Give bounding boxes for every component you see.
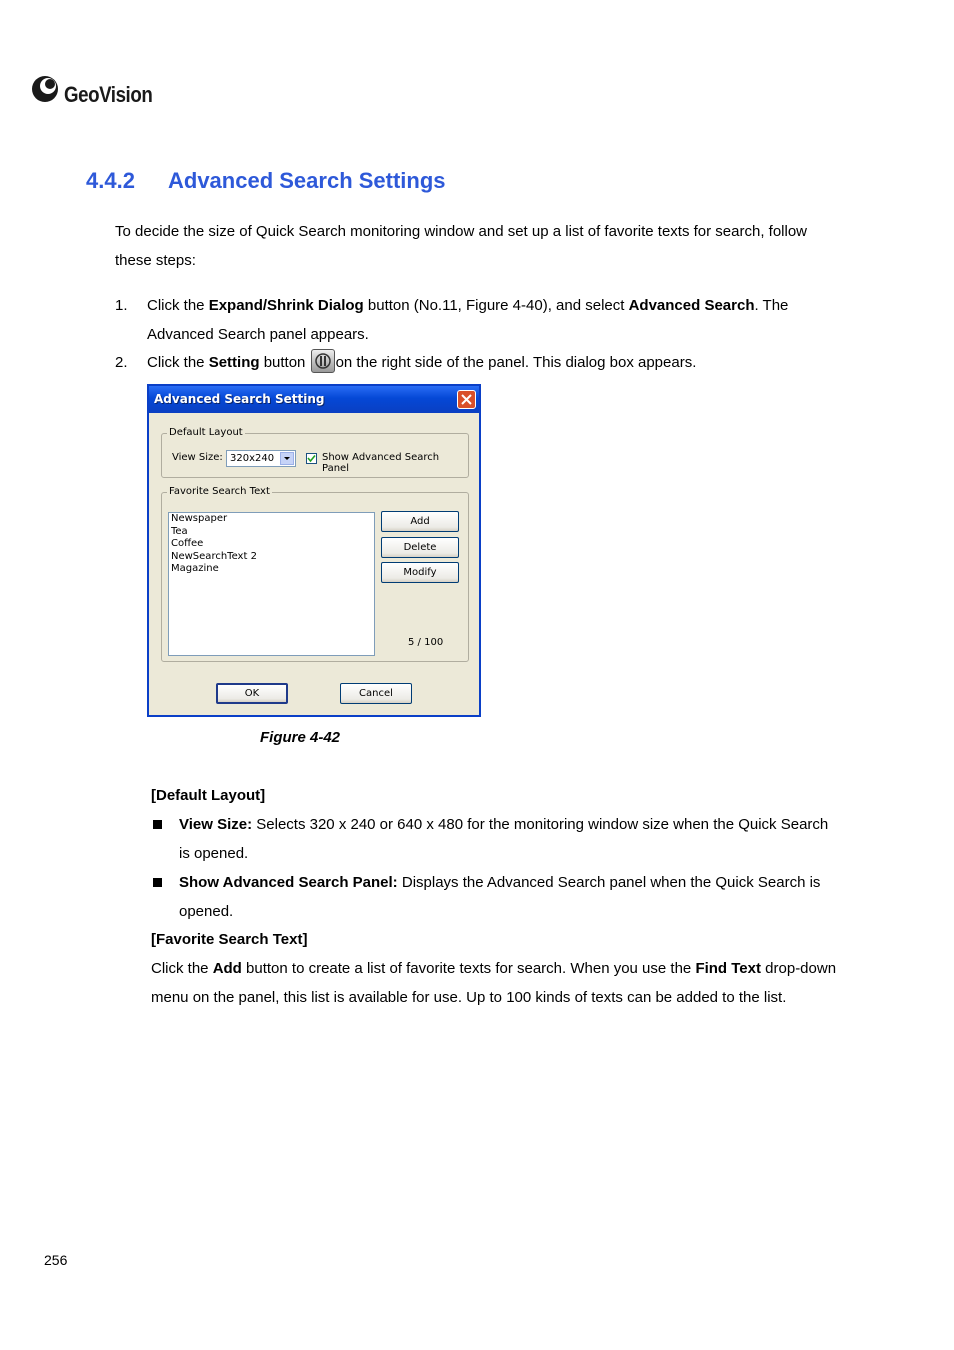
view-size-select[interactable]: 320x240	[226, 450, 296, 467]
close-icon[interactable]	[457, 390, 476, 409]
bullet-square-icon	[153, 878, 162, 887]
advanced-search-setting-dialog	[147, 384, 481, 717]
geovision-logo-icon	[30, 72, 64, 106]
step-1	[115, 291, 845, 349]
favorite-count: 5 / 100	[408, 637, 444, 648]
dialog-title: Advanced Search Setting	[154, 392, 325, 406]
intro-paragraph: To decide the size of Quick Search monitoring window and set up a list of favorite texts for search, follow these steps:	[115, 223, 808, 269]
cancel-button[interactable]: Cancel	[340, 683, 412, 704]
favorite-search-text-paragraph: Click the Add button to create a list of favorite texts for search. When you use the Find Text drop-down menu on the panel, this list is available for use. Up to 100 kinds of texts can be added to the list.	[151, 960, 837, 1006]
list-item[interactable]: Coffee	[171, 538, 204, 549]
section-title: Advanced Search Settings	[168, 168, 446, 193]
setting-icon	[311, 349, 335, 373]
list-item[interactable]: NewSearchText 2	[171, 550, 257, 562]
bullet-show-panel: Show Advanced Search Panel: Displays the Advanced Search panel when the Quick Search is opened.	[151, 868, 841, 926]
chevron-down-icon	[280, 452, 294, 465]
default-layout-heading: [Default Layout]	[151, 787, 266, 804]
dialog-titlebar	[149, 386, 479, 413]
list-item[interactable]: Magazine	[171, 563, 219, 574]
step-text: Click the Expand/Shrink Dialog button (No.11, Figure 4-40), and select Advanced Search. The Advanced Search panel appears.	[147, 297, 789, 343]
show-advanced-search-panel-label: Show Advanced Search Panel	[322, 452, 440, 474]
step-text: Click the Setting button on the right side of the panel. This dialog box appears.	[147, 348, 847, 377]
delete-button[interactable]: Delete	[381, 537, 459, 558]
page-number: 256	[44, 1252, 68, 1268]
figure-caption: Figure 4-42	[260, 729, 341, 746]
bullet-square-icon	[153, 820, 162, 829]
section-number: 4.4.2	[86, 168, 135, 193]
bullet-view-size: View Size: Selects 320 x 240 or 640 x 480 for the monitoring window size when the Quick Search is opened.	[151, 810, 841, 868]
section-heading	[86, 168, 446, 194]
favorite-search-text-heading: [Favorite Search Text]	[151, 931, 308, 948]
show-advanced-search-panel-checkbox[interactable]	[306, 453, 317, 464]
ok-button[interactable]: OK	[216, 683, 288, 704]
favorite-text-list[interactable]	[168, 512, 375, 656]
list-item[interactable]: Newspaper	[171, 513, 228, 524]
logo-wordmark: GeoVision	[64, 82, 153, 107]
step-number: 2.	[115, 354, 128, 371]
modify-button[interactable]: Modify	[381, 562, 459, 583]
list-item[interactable]: Tea	[171, 525, 188, 537]
add-button[interactable]: Add	[381, 511, 459, 532]
group-legend: Default Layout	[169, 427, 243, 438]
step-number: 1.	[115, 297, 128, 314]
view-size-label: View Size:	[172, 452, 223, 463]
default-layout-group	[161, 427, 469, 478]
favorite-search-text-group	[161, 486, 469, 662]
group-legend: Favorite Search Text	[169, 486, 270, 497]
step-2	[115, 348, 845, 377]
